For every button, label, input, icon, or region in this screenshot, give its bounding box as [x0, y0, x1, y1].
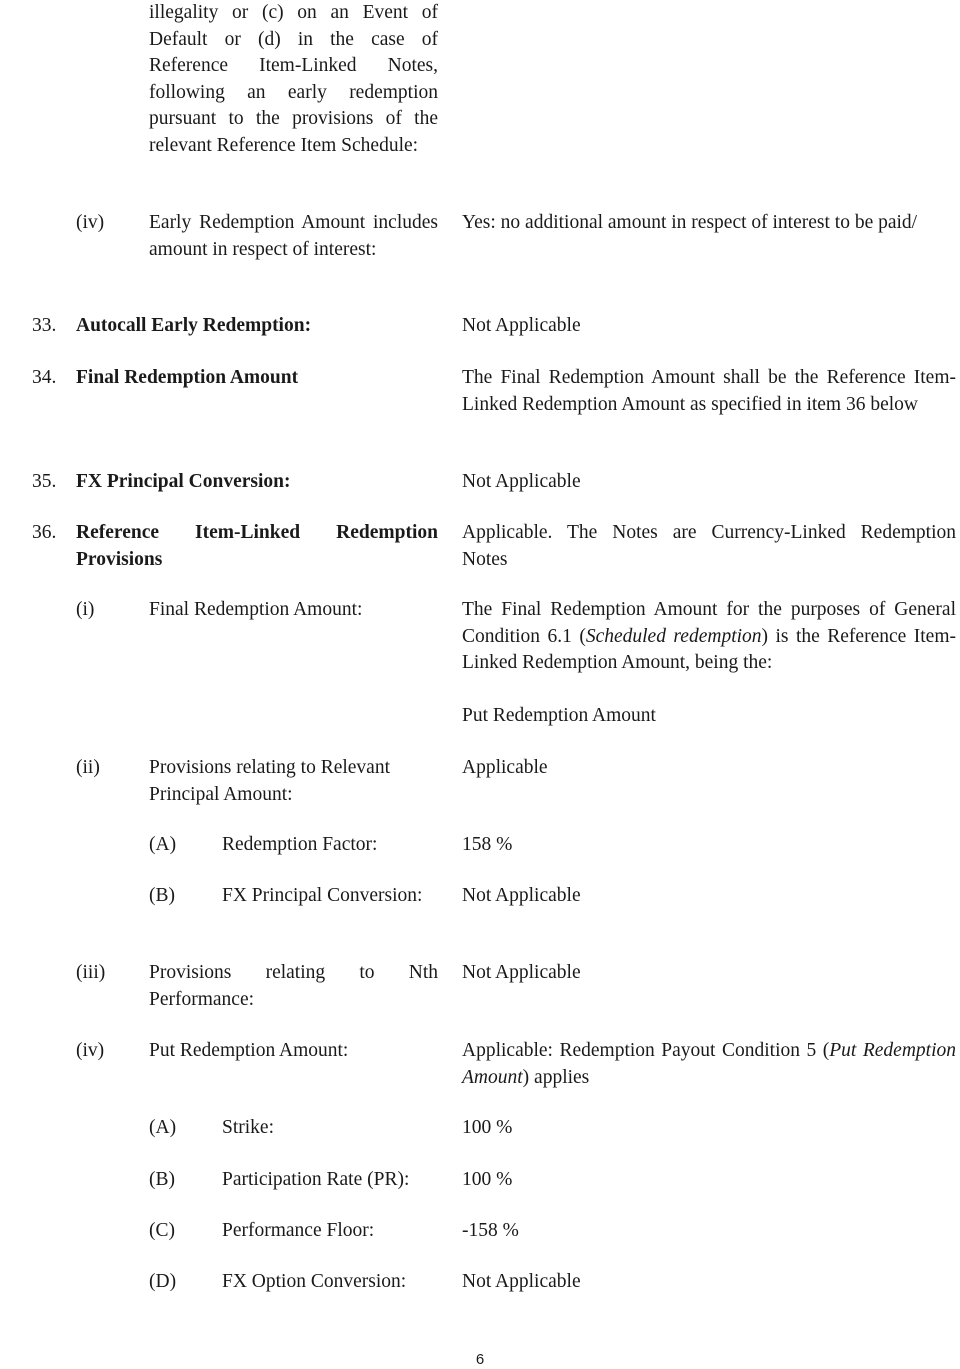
early-interest-marker: (iv)	[76, 212, 105, 233]
early-interest-label: Early Redemption Amount includes amount in respect of interest:	[149, 212, 438, 260]
sub-i-value-line2: Put Redemption Amount	[462, 705, 656, 726]
early-interest-value: Yes: no additional amount in respect of interest to be paid/	[462, 212, 918, 233]
sub-ii-label: Provisions relating to Relevant Principal Amount:	[149, 757, 391, 805]
continuation-text: illegality or (c) on an Event of Default or (d) in the case of Reference Item-Linked Notes, following an early redemption pursuant to the provisions of the relevant Reference Item Schedule:	[149, 2, 438, 156]
sub-iv-d-marker: (D)	[149, 1271, 177, 1292]
item-35-value: Not Applicable	[462, 471, 581, 492]
item-33-value: Not Applicable	[462, 315, 581, 336]
sub-iii-marker: (iii)	[76, 962, 106, 983]
sub-ii-marker: (ii)	[76, 757, 100, 778]
sub-iv-marker: (iv)	[76, 1040, 105, 1061]
item-34-label: Final Redemption Amount	[76, 367, 299, 388]
sub-iv-d-label: FX Option Conversion:	[222, 1271, 407, 1292]
item-34-value: The Final Redemption Amount shall be the Reference Item-Linked Redemption Amount as specified in item 36 below	[462, 367, 956, 415]
sub-ii-a-label: Redemption Factor:	[222, 834, 378, 855]
item-36-label: Reference Item-Linked Redemption Provisions	[76, 522, 438, 570]
item-34-number: 34.	[32, 367, 57, 388]
sub-iv-b-value: 100 %	[462, 1169, 513, 1190]
sub-iv-value-italic: Put Redemption Amount	[462, 1040, 956, 1088]
sub-i-value-italic: Scheduled redemption	[585, 625, 762, 647]
sub-iv-a-value: 100 %	[462, 1117, 513, 1138]
sub-ii-b-label: FX Principal Conversion:	[222, 885, 423, 906]
sub-iv-label: Put Redemption Amount:	[149, 1040, 349, 1061]
sub-i-value: The Final Redemption Amount for the purposes of General Condition 6.1 (Scheduled redemption) is the Reference Item-Linked Redemption Amount, being the:	[462, 599, 956, 673]
sub-iii-label: Provisions relating to Nth Performance:	[149, 962, 438, 1010]
sub-ii-b-value: Not Applicable	[462, 885, 581, 906]
sub-iv-c-label: Performance Floor:	[222, 1220, 375, 1241]
sub-iii-value: Not Applicable	[462, 962, 581, 983]
sub-iv-b-marker: (B)	[149, 1169, 175, 1190]
sub-i-label: Final Redemption Amount:	[149, 599, 363, 620]
sub-ii-a-value: 158 %	[462, 834, 513, 855]
sub-iv-a-marker: (A)	[149, 1117, 177, 1138]
item-35-label: FX Principal Conversion:	[76, 471, 291, 492]
sub-iv-b-label: Participation Rate (PR):	[222, 1169, 410, 1190]
sub-ii-a-marker: (A)	[149, 834, 177, 855]
sub-ii-value: Applicable	[462, 757, 548, 778]
page-number: 6	[475, 1351, 485, 1368]
item-36-number: 36.	[32, 522, 57, 543]
sub-iv-a-label: Strike:	[222, 1117, 274, 1138]
item-35-number: 35.	[32, 471, 57, 492]
item-33-number: 33.	[32, 315, 57, 336]
sub-ii-b-marker: (B)	[149, 885, 175, 906]
sub-iv-d-value: Not Applicable	[462, 1271, 581, 1292]
sub-iv-value: Applicable: Redemption Payout Condition 5 (Put Redemption Amount) applies	[462, 1040, 956, 1088]
sub-iv-c-marker: (C)	[149, 1220, 175, 1241]
item-36-value: Applicable. The Notes are Currency-Linked Redemption Notes	[462, 522, 956, 570]
sub-iv-c-value: -158 %	[462, 1220, 519, 1241]
sub-i-marker: (i)	[76, 599, 95, 620]
item-33-label: Autocall Early Redemption:	[76, 315, 312, 336]
